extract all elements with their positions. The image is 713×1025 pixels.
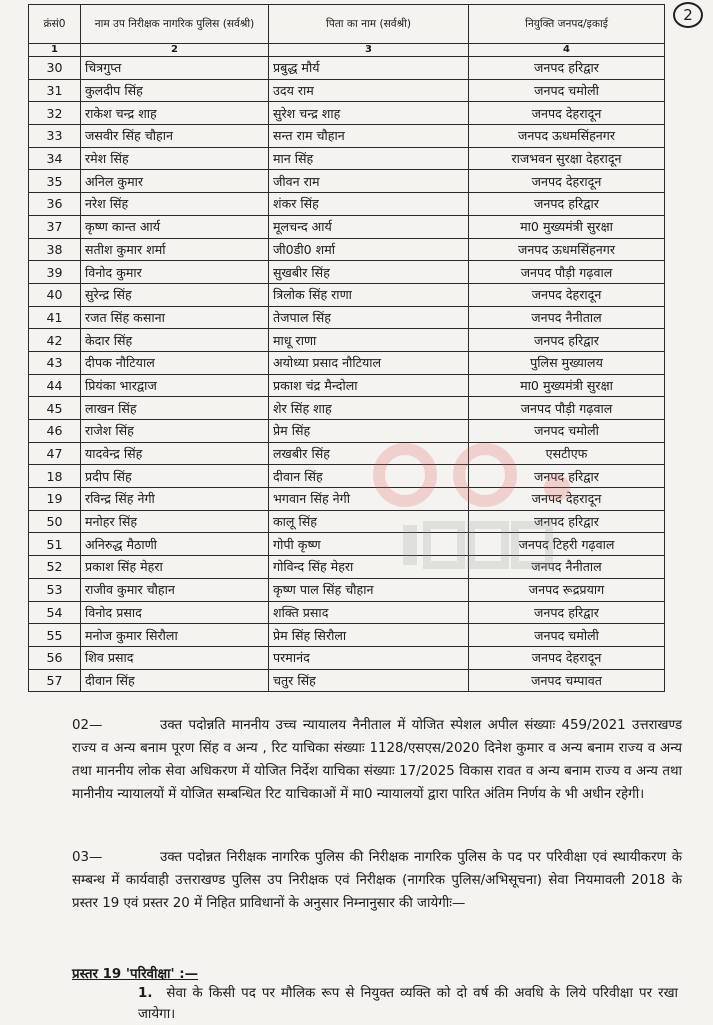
serial-cell: 54: [29, 601, 81, 624]
serial-cell: 42: [29, 329, 81, 352]
serial-cell: 43: [29, 351, 81, 374]
table-row: [29, 238, 665, 261]
posting-cell: जनपद हरिद्वार: [469, 329, 665, 352]
serial-cell: 47: [29, 442, 81, 465]
father-cell: चतुर सिंह: [269, 669, 469, 692]
table-row: [29, 556, 665, 579]
header-name: नाम उप निरीक्षक नागरिक पुलिस (सर्वश्री): [81, 5, 269, 44]
posting-cell: जनपद ऊधमसिंहनगर: [469, 238, 665, 261]
header-serial: क्रंसं0: [29, 5, 81, 44]
table-row: [29, 397, 665, 420]
name-cell: कृष्ण कान्त आर्य: [81, 215, 269, 238]
table-row: [29, 578, 665, 601]
father-cell: शेर सिंह शाह: [269, 397, 469, 420]
posting-cell: पुलिस मुख्यालय: [469, 351, 665, 374]
serial-cell: 55: [29, 624, 81, 647]
posting-cell: जनपद टिहरी गढ़वाल: [469, 533, 665, 556]
table-row: [29, 170, 665, 193]
serial-cell: 41: [29, 306, 81, 329]
serial-cell: 52: [29, 556, 81, 579]
posting-cell: जनपद देहरादून: [469, 102, 665, 125]
table-row: [29, 601, 665, 624]
name-cell: शिव प्रसाद: [81, 646, 269, 669]
father-cell: लखबीर सिंह: [269, 442, 469, 465]
posting-cell: जनपद चमोली: [469, 420, 665, 443]
paragraph-label: 02—: [72, 718, 103, 733]
table-row: [29, 193, 665, 216]
serial-cell: 32: [29, 102, 81, 125]
name-cell: राकेश चन्द्र शाह: [81, 102, 269, 125]
table-row: [29, 329, 665, 352]
serial-cell: 30: [29, 57, 81, 80]
serial-cell: 38: [29, 238, 81, 261]
list-item: [138, 983, 678, 1025]
name-cell: रविन्द्र सिंह नेगी: [81, 488, 269, 511]
table-row: [29, 79, 665, 102]
serial-cell: 44: [29, 374, 81, 397]
table-row: [29, 442, 665, 465]
header-father: पिता का नाम (सर्वश्री): [269, 5, 469, 44]
father-cell: शक्ति प्रसाद: [269, 601, 469, 624]
father-cell: दीवान सिंह: [269, 465, 469, 488]
name-cell: यादवेन्द्र सिंह: [81, 442, 269, 465]
father-cell: प्रकाश चंद्र मैन्दोला: [269, 374, 469, 397]
serial-cell: 36: [29, 193, 81, 216]
father-cell: गोपी कृष्ण: [269, 533, 469, 556]
table-row: [29, 669, 665, 692]
serial-cell: 46: [29, 420, 81, 443]
father-cell: सन्त राम चौहान: [269, 125, 469, 148]
table-row: [29, 646, 665, 669]
serial-cell: 31: [29, 79, 81, 102]
posting-cell: एसटीएफ: [469, 442, 665, 465]
serial-cell: 51: [29, 533, 81, 556]
posting-cell: जनपद चम्पावत: [469, 669, 665, 692]
father-cell: माधू राणा: [269, 329, 469, 352]
name-cell: चित्रगुप्त: [81, 57, 269, 80]
father-cell: प्रेम सिंह सिरौला: [269, 624, 469, 647]
table-body: [29, 57, 665, 692]
father-cell: परमानंद: [269, 646, 469, 669]
posting-cell: जनपद हरिद्वार: [469, 193, 665, 216]
table-header-row: [29, 5, 665, 44]
serial-cell: 39: [29, 261, 81, 284]
father-cell: जीवन राम: [269, 170, 469, 193]
posting-cell: जनपद देहरादून: [469, 488, 665, 511]
father-cell: प्रेम सिंह: [269, 420, 469, 443]
name-cell: प्रदीप सिंह: [81, 465, 269, 488]
name-cell: प्रकाश सिंह मेहरा: [81, 556, 269, 579]
name-cell: राजीव कुमार चौहान: [81, 578, 269, 601]
name-cell: सुरेन्द्र सिंह: [81, 283, 269, 306]
paragraph-text: उक्त पदोन्नति माननीय उच्च न्यायालय नैनीताल में योजित स्पेशल अपील संख्याः 459/2021 उत्तराखण्ड राज्य व अन्य बनाम पूरण सिंह व अन्य , रिट याचिका संख्याः 1128/एसएस/2020 दिनेश कुमार व अन्य बनाम राज्य व अन्य तथा माननीय लोक सेवा अधिकरण में योजित निर्देश याचिका संख्याः 17/2025 विकास रावत व अन्य बनाम राज्य व अन्य तथा मानीनीय न्यायालयों में योजित सम्बन्धित रिट याचिकाओं में मा0 न्यायालयों द्वारा पारित अंतिम निर्णय के भी अधीन रहेगी।: [72, 718, 682, 802]
table-row: [29, 420, 665, 443]
posting-cell: जनपद ऊधमसिंहनगर: [469, 125, 665, 148]
table-row: [29, 57, 665, 80]
table-row: [29, 533, 665, 556]
posting-cell: जनपद देहरादून: [469, 283, 665, 306]
name-cell: दीवान सिंह: [81, 669, 269, 692]
table-row: [29, 510, 665, 533]
posting-cell: जनपद हरिद्वार: [469, 510, 665, 533]
father-cell: सुरेश चन्द्र शाह: [269, 102, 469, 125]
father-cell: अयोध्या प्रसाद नौटियाल: [269, 351, 469, 374]
column-number: 3: [269, 44, 469, 57]
paragraph-text: उक्त पदोन्नत निरीक्षक नागरिक पुलिस की निरीक्षक नागरिक पुलिस के पद पर परिवीक्षा एवं स्थायीकरण के सम्बन्ध में कार्यवाही उत्तराखण्ड पुलिस उप निरीक्षक एवं निरीक्षक (नागरिक पुलिस/अभिसूचना) सेवा नियमावली 2018 के प्रस्तर 19 एवं प्रस्तर 20 में निहित प्राविधानों के अनुसार निम्नानुसार की जायेगीः—: [72, 850, 682, 911]
posting-cell: जनपद नैनीताल: [469, 306, 665, 329]
column-number: 1: [29, 44, 81, 57]
posting-cell: मा0 मुख्यमंत्री सुरक्षा: [469, 215, 665, 238]
posting-cell: जनपद नैनीताल: [469, 556, 665, 579]
posting-cell: जनपद रूद्रप्रयाग: [469, 578, 665, 601]
name-cell: रमेश सिंह: [81, 147, 269, 170]
posting-cell: राजभवन सुरक्षा देहरादून: [469, 147, 665, 170]
column-number: 2: [81, 44, 269, 57]
serial-cell: 57: [29, 669, 81, 692]
table-row: [29, 374, 665, 397]
name-cell: नरेश सिंह: [81, 193, 269, 216]
paragraph-2: [72, 714, 682, 806]
father-cell: शंकर सिंह: [269, 193, 469, 216]
name-cell: कुलदीप सिंह: [81, 79, 269, 102]
posting-cell: जनपद हरिद्वार: [469, 601, 665, 624]
name-cell: अनिरुद्ध मैठाणी: [81, 533, 269, 556]
column-number: 4: [469, 44, 665, 57]
father-cell: तेजपाल सिंह: [269, 306, 469, 329]
page-number: 2: [673, 2, 703, 28]
father-cell: उदय राम: [269, 79, 469, 102]
serial-cell: 40: [29, 283, 81, 306]
serial-cell: 35: [29, 170, 81, 193]
serial-cell: 56: [29, 646, 81, 669]
list-item-text: सेवा के किसी पद पर मौलिक रूप से नियुक्त व्यक्ति को दो वर्ष की अवधि के लिये परिवीक्षा पर रखा जायेगा।: [138, 986, 678, 1022]
paragraph-label: 03—: [72, 850, 103, 865]
name-cell: केदार सिंह: [81, 329, 269, 352]
posting-cell: जनपद हरिद्वार: [469, 465, 665, 488]
father-cell: भगवान सिंह नेगी: [269, 488, 469, 511]
posting-cell: जनपद देहरादून: [469, 170, 665, 193]
name-cell: विनोद कुमार: [81, 261, 269, 284]
name-cell: लाखन सिंह: [81, 397, 269, 420]
table-row: [29, 306, 665, 329]
name-cell: दीपक नौटियाल: [81, 351, 269, 374]
table-row: [29, 215, 665, 238]
header-posting: नियुक्ति जनपद/इकाई: [469, 5, 665, 44]
paragraph-3: [72, 846, 682, 915]
posting-cell: जनपद पौड़ी गढ़वाल: [469, 397, 665, 420]
posting-cell: जनपद पौड़ी गढ़वाल: [469, 261, 665, 284]
name-cell: रजत सिंह कसाना: [81, 306, 269, 329]
promotion-table: [28, 4, 665, 692]
posting-cell: जनपद चमोली: [469, 79, 665, 102]
father-cell: मूलचन्द आर्य: [269, 215, 469, 238]
name-cell: विनोद प्रसाद: [81, 601, 269, 624]
serial-cell: 33: [29, 125, 81, 148]
table-row: [29, 351, 665, 374]
father-cell: कालू सिंह: [269, 510, 469, 533]
father-cell: जी0डी0 शर्मा: [269, 238, 469, 261]
name-cell: प्रियंका भारद्वाज: [81, 374, 269, 397]
father-cell: गोविन्द सिंह मेहरा: [269, 556, 469, 579]
father-cell: सुखबीर सिंह: [269, 261, 469, 284]
table-row: [29, 283, 665, 306]
serial-cell: 19: [29, 488, 81, 511]
name-cell: जसवीर सिंह चौहान: [81, 125, 269, 148]
name-cell: मनोहर सिंह: [81, 510, 269, 533]
serial-cell: 45: [29, 397, 81, 420]
name-cell: मनोज कुमार सिरौला: [81, 624, 269, 647]
name-cell: राजेश सिंह: [81, 420, 269, 443]
table-row: [29, 465, 665, 488]
serial-cell: 34: [29, 147, 81, 170]
table-row: [29, 102, 665, 125]
table-row: [29, 261, 665, 284]
section-heading: प्रस्तर 19 'परिवीक्षा' :—: [72, 967, 199, 982]
father-cell: कृष्ण पाल सिंह चौहान: [269, 578, 469, 601]
posting-cell: जनपद हरिद्वार: [469, 57, 665, 80]
serial-cell: 53: [29, 578, 81, 601]
posting-cell: मा0 मुख्यमंत्री सुरक्षा: [469, 374, 665, 397]
serial-cell: 37: [29, 215, 81, 238]
table-row: [29, 624, 665, 647]
father-cell: मान सिंह: [269, 147, 469, 170]
father-cell: प्रबुद्ध मौर्य: [269, 57, 469, 80]
serial-cell: 18: [29, 465, 81, 488]
table-row: [29, 147, 665, 170]
list-item-number: 1.: [138, 986, 153, 1001]
posting-cell: जनपद देहरादून: [469, 646, 665, 669]
column-number-row: [29, 44, 665, 57]
name-cell: सतीश कुमार शर्मा: [81, 238, 269, 261]
name-cell: अनिल कुमार: [81, 170, 269, 193]
father-cell: त्रिलोक सिंह राणा: [269, 283, 469, 306]
serial-cell: 50: [29, 510, 81, 533]
posting-cell: जनपद चमोली: [469, 624, 665, 647]
table-row: [29, 125, 665, 148]
table-row: [29, 488, 665, 511]
